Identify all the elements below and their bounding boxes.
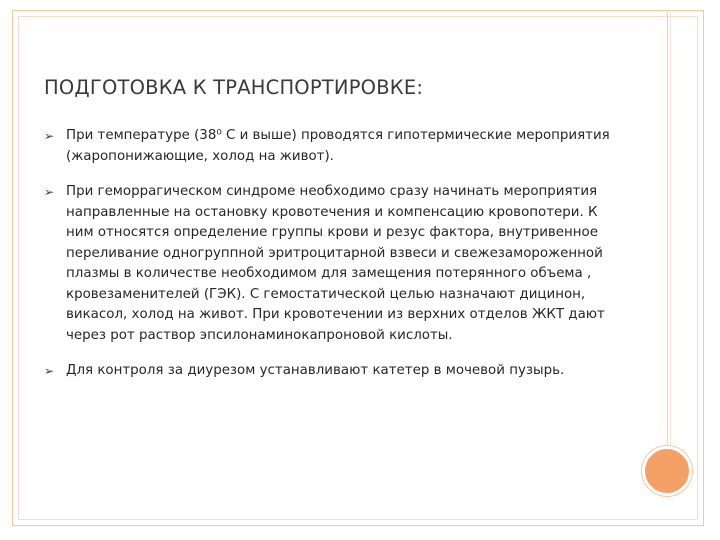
decorative-line-2 [670,10,671,450]
arrow-bullet-icon: ➢ [44,185,55,199]
list-item-text: При геморрагическом синдроме необходимо сразу начинать мероприятия направленные на остановку кровотечения и компенсацию кровопотери. К ним относятся определение группы крови и резус фактора, внутривенное переливание одногруппной эритроцитарной взвеси и свежезамороженной плазмы в количестве необходимом для замещения потерянного объема , кровезаменителей (ГЭК). С гемостатической целью назначают дицинон, викасол, холод на живот. При кровотечении из верхних отделов ЖКТ дают через рот раствор эпсилонаминокапроновой кислоты. [66,184,605,343]
decorative-line [667,10,668,450]
list-item-text: При температуре (38⁰ С и выше) проводятся гипотермические мероприятия (жаропонижающие, холод на живот). [66,128,610,164]
list-item [44,182,624,346]
arrow-bullet-icon: ➢ [44,364,55,378]
arrow-bullet-icon: ➢ [44,129,55,143]
bullet-list [44,126,624,397]
list-item-text: Для контроля за диурезом устанавливают катетер в мочевой пузырь. [66,363,565,378]
slide-title: ПОДГОТОВКА К ТРАНСПОРТИРОВКЕ: [44,76,424,99]
decorative-circle [642,446,692,496]
list-item [44,361,624,382]
list-item [44,126,624,167]
